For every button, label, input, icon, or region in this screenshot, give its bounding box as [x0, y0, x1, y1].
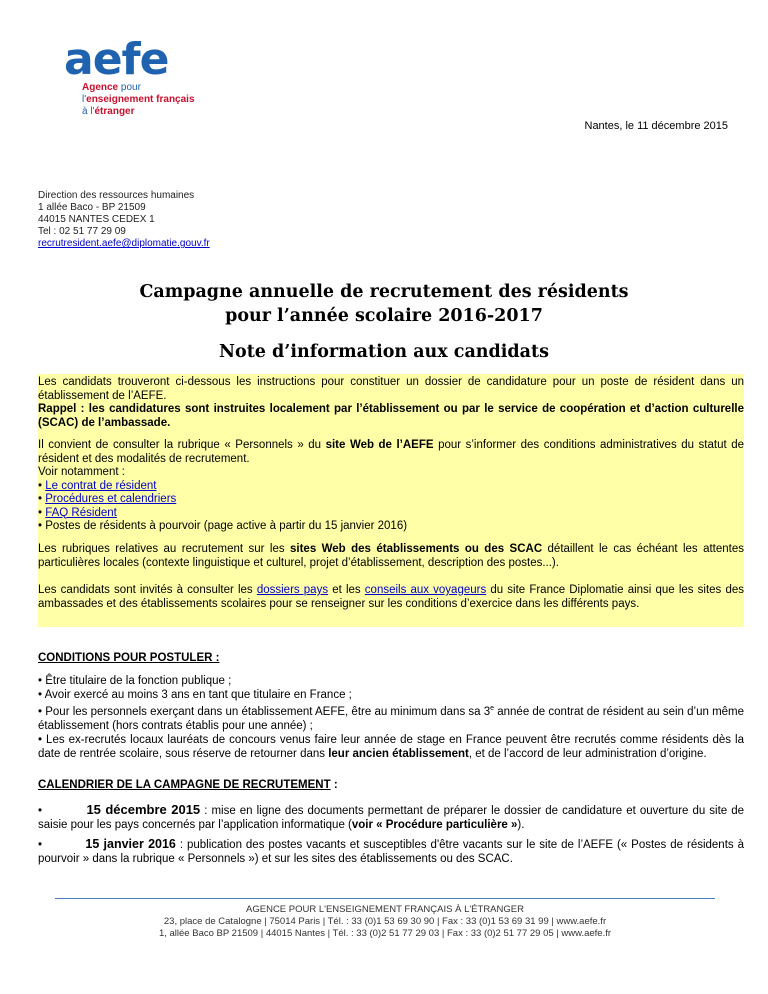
bullet-icon: •	[38, 705, 46, 718]
list-item: • Être titulaire de la fonction publique ;	[38, 675, 232, 687]
email-link[interactable]: recrutresident.aefe@diplomatie.gouv.fr	[38, 238, 210, 249]
intro-paragraph: Les candidats trouveront ci-dessous les instructions pour constituer un dossier de candidature pour un poste de résident dans un établissement de l’AEFE. Rappel : les candidatures sont instruites localement par l’établissement ou par le service de coopération et d’action culturelle (SCAC) de l’ambassade.	[38, 376, 744, 429]
footer-divider	[55, 898, 715, 899]
bullet-icon: •	[38, 839, 86, 851]
link-dossiers-pays[interactable]: dossiers pays	[256, 584, 329, 596]
link-contrat-resident[interactable]: Le contrat de résident	[45, 479, 157, 492]
footer-nantes-address: 1, allée Baco BP 21509 | 44015 Nantes | Tél. : 33 (0)2 51 77 29 03 | Fax : 33 (0)2 51 77 29 05 | www.aefe.fr	[158, 928, 612, 939]
calendar-item-1: • 15 décembre 2015 : mise en ligne des documents permettant de préparer le dossier de candidature et ouverture du site de saisie pour les pays concernés par l’application informatique (voir « Procédure particulière »).	[38, 802, 745, 831]
link-conseils-voyageurs[interactable]: conseils aux voyageurs	[364, 584, 487, 596]
letter-date: Nantes, le 11 décembre 2015	[584, 120, 728, 132]
calendar-heading: CALENDRIER DE LA CAMPAGNE DE RECRUTEMENT :	[38, 779, 338, 791]
page-title: Campagne annuelle de recrutement des résidents pour l’année scolaire 2016-2017	[139, 282, 629, 326]
logo-tagline: Agence pour l'enseignement français à l'étranger	[82, 82, 195, 117]
list-item: • Les ex-recrutés locaux lauréats de concours venus faire leur année de stage en France peuvent être recrutés comme résidents dès la date de rentrée scolaire, sous réserve de retourner dans leur ancien établissement, et de l’accord de leur administration d’origine.	[38, 733, 744, 760]
diplomatie-paragraph: Les candidats sont invités à consulter les dossiers pays et les conseils aux voyageurs du site France Diplomatie ainsi que les sites des ambassades et des établissements scolaires pour se renseigner sur les conditions d’exercice dans les différents pays.	[38, 584, 744, 610]
list-item: • Avoir exercé au moins 3 ans en tant que titulaire en France ;	[38, 689, 352, 701]
bullet-icon: •	[38, 675, 46, 687]
footer-agency: AGENCE POUR L'ENSEIGNEMENT FRANÇAIS À L'ÉTRANGER	[246, 904, 524, 915]
link-faq-resident[interactable]: FAQ Résident	[45, 506, 117, 519]
aefe-logo: aefe	[64, 34, 169, 85]
bullet-icon: •	[38, 689, 45, 701]
list-item: • Pour les personnels exerçant dans un établissement AEFE, être au minimum dans sa 3e année de contrat de résident au sein d’un même établissement (hors contrats établis pour une année) ;	[38, 705, 745, 732]
footer-paris-address: 23, place de Catalogne | 75014 Paris | Tél. : 33 (0)1 53 69 30 90 | Fax : 33 (0)1 53 69 31 99 | www.aefe.fr	[163, 916, 607, 927]
sender-address: Direction des ressources humaines 1 allée Baco - BP 21509 44015 NANTES CEDEX 1 Tel : 02 51 77 29 09 recrutresident.aefe@diplomatie.gouv.fr	[38, 190, 210, 249]
conditions-list	[38, 674, 744, 761]
bullet-icon: •	[38, 805, 87, 817]
bullet-icon: •	[38, 733, 47, 746]
consult-paragraph: Il convient de consulter la rubrique « Personnels » du site Web de l’AEFE pour s’informer des conditions administratives du statut de résident et des modalités de recrutement. Voir notamment : • Le contrat de résident • Procédures et calendriers • FAQ Résident • Postes de résidents à pourvoir (page active à partir du 15 janvier 2016)	[38, 439, 744, 532]
link-procedures-calendriers[interactable]: Procédures et calendriers	[45, 493, 177, 505]
rubriques-paragraph: Les rubriques relatives au recrutement sur les sites Web des établissements ou des SCAC détaillent le cas échéant les attentes particulières locales (contexte linguistique et culturel, projet d’établissement, description des postes...).	[38, 543, 745, 569]
page-subtitle: Note d’information aux candidats	[219, 342, 549, 362]
calendar-item-2: • 15 janvier 2016 : publication des postes vacants et susceptibles d'être vacants sur le site de l’AEFE (« Postes de résidents à pourvoir » dans la rubrique « Personnels ») et sur les sites des établissements ou des SCAC.	[38, 837, 744, 865]
conditions-heading: CONDITIONS POUR POSTULER :	[38, 652, 220, 664]
